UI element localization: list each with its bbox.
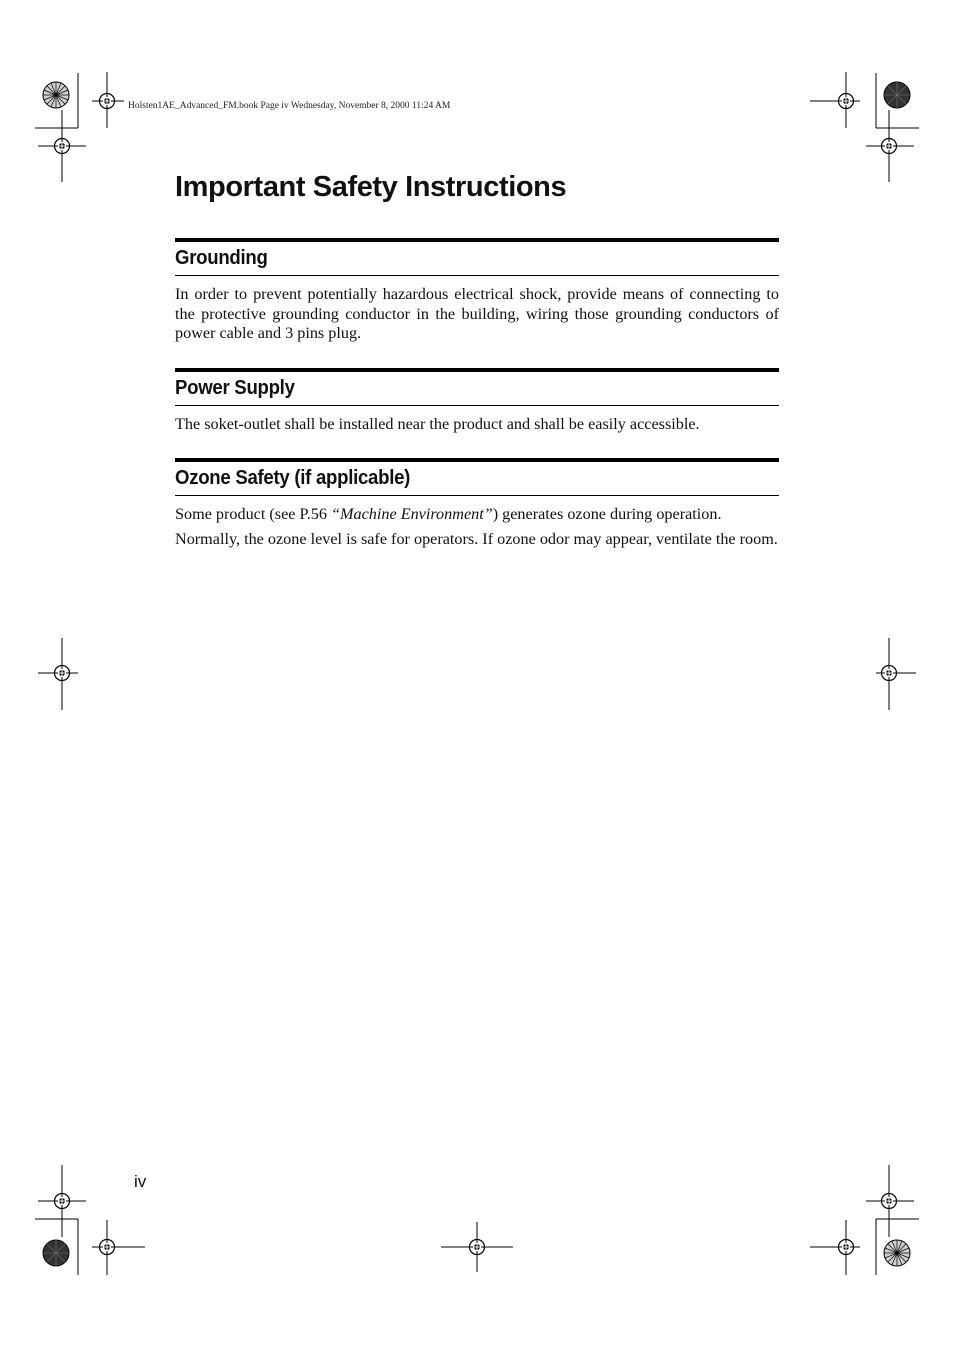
section-heading: Grounding (175, 247, 268, 269)
body-text: Some product (see P.56 (175, 505, 332, 523)
section-body: Normally, the ozone level is safe for operators. If ozone odor may appear, ventilate the room. (175, 529, 778, 548)
file-info-slug: Holsten1AE_Advanced_FM.book Page iv Wednesday, November 8, 2000 11:24 AM (128, 101, 451, 111)
body-text: ) generates ozone during operation. (492, 505, 722, 523)
cross-reference-link[interactable]: “Machine Environment” (331, 505, 493, 523)
page-title: Important Safety Instructions (175, 171, 567, 203)
section-body: The soket-outlet shall be installed near the product and shall be easily accessible. (175, 415, 700, 433)
section-heading-bar (175, 368, 779, 406)
section-power-supply (175, 368, 779, 435)
section-heading-bar (175, 458, 779, 496)
section-heading: Ozone Safety (if applicable) (175, 467, 411, 489)
section-ozone-safety (175, 458, 779, 549)
section-heading: Power Supply (175, 377, 295, 399)
section-body: In order to prevent potentially hazardous electrical shock, provide means of connecting to the protective grounding conductor in the building, wiring those grounding conductors of power cable and 3 pins plug. (175, 285, 779, 343)
color-target-icon (43, 1240, 69, 1266)
page-content (175, 168, 779, 548)
color-target-icon (884, 1240, 910, 1266)
page-number: iv (134, 1172, 147, 1191)
section-body (175, 505, 779, 525)
section-grounding (175, 238, 779, 344)
color-target-icon (884, 82, 910, 108)
color-target-icon (43, 82, 69, 108)
section-heading-bar (175, 238, 779, 276)
